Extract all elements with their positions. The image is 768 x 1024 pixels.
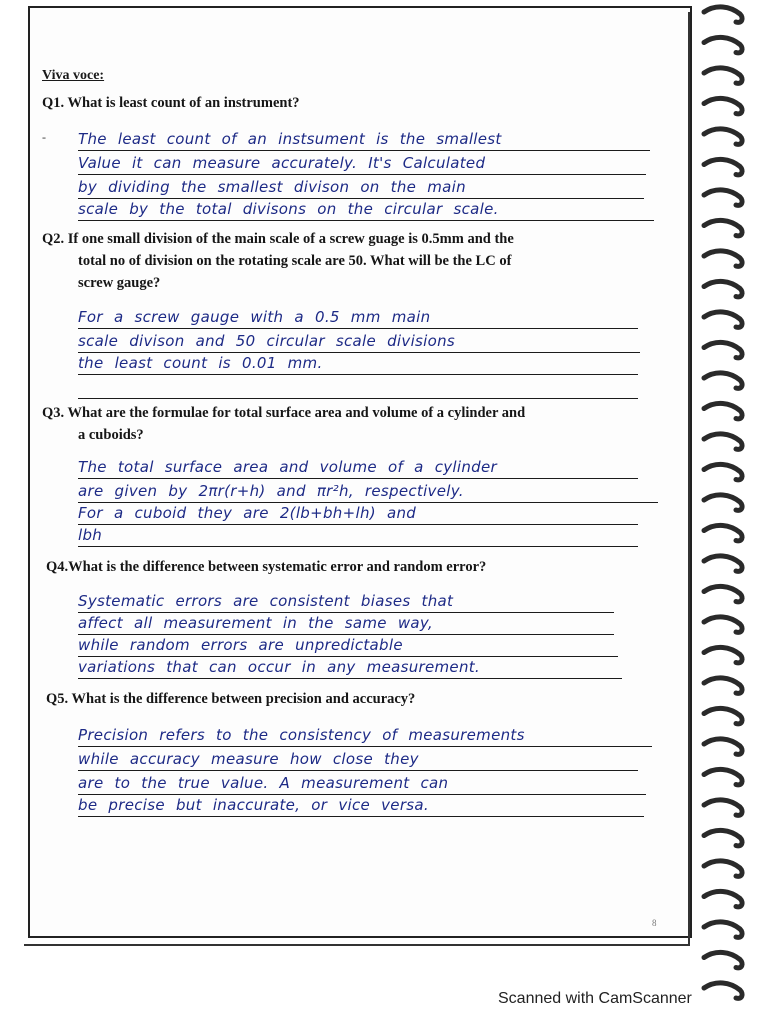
answer-5-line-1: Precision refers to the consistency of measurements xyxy=(78,724,652,747)
spiral-coil xyxy=(704,983,742,998)
spiral-coil xyxy=(704,312,742,327)
spiral-coil xyxy=(704,129,742,144)
question-4: Q4.What is the difference between systematic error and random error? xyxy=(46,559,487,575)
spiral-coil xyxy=(704,617,742,632)
spiral-coil xyxy=(704,769,742,784)
answer-3-line-4: lbh xyxy=(78,524,638,547)
answer-2-line-3: the least count is 0.01 mm. xyxy=(78,352,638,375)
spiral-coil xyxy=(704,7,742,22)
spiral-coil xyxy=(704,251,742,266)
spiral-coil xyxy=(704,281,742,296)
question-5: Q5. What is the difference between precision and accuracy? xyxy=(46,691,416,707)
page-number: 8 xyxy=(652,918,657,928)
answer-5-line-3: are to the true value. A measurement can xyxy=(78,772,646,795)
spiral-coil xyxy=(704,373,742,388)
spiral-coil xyxy=(704,464,742,479)
spiral-coil xyxy=(704,159,742,174)
spiral-coil xyxy=(704,434,742,449)
question-1: Q1. What is least count of an instrument? xyxy=(42,95,300,111)
spiral-coil xyxy=(704,342,742,357)
answer-3-line-1: The total surface area and volume of a cylinder xyxy=(78,456,638,479)
answer-5-line-2: while accuracy measure how close they xyxy=(78,748,638,771)
spiral-coil xyxy=(704,830,742,845)
spiral-coil xyxy=(704,647,742,662)
spiral-coil xyxy=(704,495,742,510)
answer-3-line-3: For a cuboid they are 2(lb+bh+lh) and xyxy=(78,502,638,525)
answer-2-line-2: scale divison and 50 circular scale divisions xyxy=(78,330,640,353)
spiral-coil xyxy=(704,525,742,540)
spiral-coil xyxy=(704,403,742,418)
question-3-line-1: Q3. What are the formulae for total surface area and volume of a cylinder and xyxy=(42,405,526,421)
answer-1-line-4: scale by the total divisons on the circular scale. xyxy=(78,198,654,221)
spiral-coil xyxy=(704,37,742,52)
spiral-coil xyxy=(704,922,742,937)
spiral-coil xyxy=(704,708,742,723)
answer-4-line-2: affect all measurement in the same way, xyxy=(78,612,614,635)
spiral-coil xyxy=(704,891,742,906)
spiral-binding xyxy=(698,0,768,1010)
answer-1-line-3: by dividing the smallest divison on the main xyxy=(78,176,644,199)
answer-5-line-4: be precise but inaccurate, or vice versa. xyxy=(78,794,644,817)
answer-1-line-1: The least count of an instsument is the smallest xyxy=(78,128,650,151)
spiral-coil xyxy=(704,800,742,815)
spiral-coil xyxy=(704,190,742,205)
answer-1-line-2: Value it can measure accurately. It's Calculated xyxy=(78,152,646,175)
spiral-coil xyxy=(704,586,742,601)
scanner-watermark: Scanned with CamScanner xyxy=(498,990,692,1007)
spiral-coil xyxy=(704,220,742,235)
spiral-coil xyxy=(704,98,742,113)
spiral-coil xyxy=(704,739,742,754)
spiral-coil xyxy=(704,861,742,876)
margin-dash: - xyxy=(42,130,46,144)
question-2-line-1: Q2. If one small division of the main scale of a screw guage is 0.5mm and the xyxy=(42,231,514,247)
spiral-coil xyxy=(704,68,742,83)
answer-3-line-2: are given by 2πr(r+h) and πr²h, respectively. xyxy=(78,480,658,503)
answer-2-line-1: For a screw gauge with a 0.5 mm main xyxy=(78,306,638,329)
page-heading: Viva voce: xyxy=(42,68,105,83)
question-2-line-2: total no of division on the rotating scale are 50. What will be the LC of xyxy=(78,253,512,269)
question-2-line-3: screw gauge? xyxy=(78,275,161,291)
question-3-line-2: a cuboids? xyxy=(78,427,144,443)
spiral-coil xyxy=(704,678,742,693)
spiral-coil xyxy=(704,556,742,571)
spiral-coil xyxy=(704,952,742,967)
answer-4-line-1: Systematic errors are consistent biases that xyxy=(78,590,614,613)
answer-4-line-4: variations that can occur in any measurement. xyxy=(78,656,622,679)
answer-4-line-3: while random errors are unpredictable xyxy=(78,634,618,657)
answer-2-line-4 xyxy=(78,376,638,399)
